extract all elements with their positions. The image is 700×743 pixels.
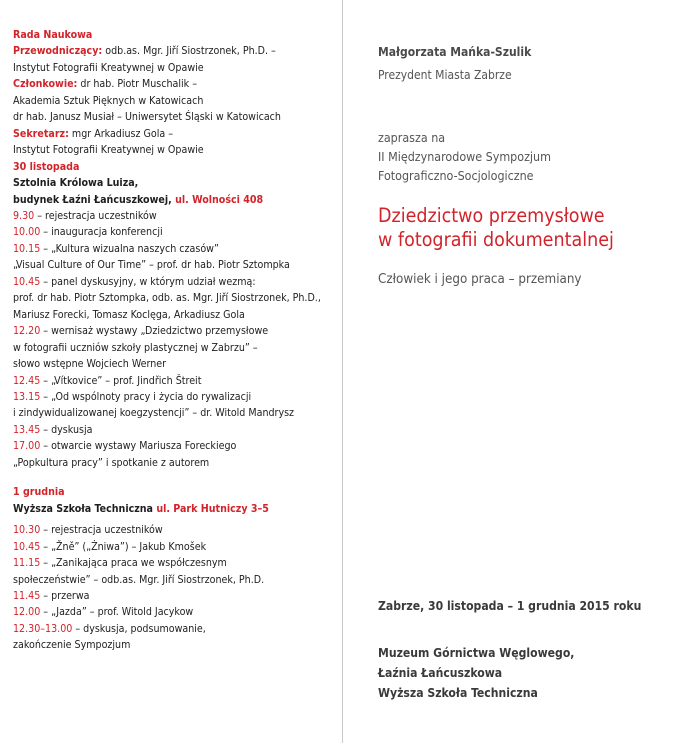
schedule-time: 10.15 [13,242,41,255]
schedule-text: Mariusz Forecki, Tomasz Koclęga, Arkadiusz Gola [13,308,245,321]
invite-line: zaprasza na [378,130,446,145]
schedule-time: 9.30 [13,209,35,222]
schedule-text: „Popkultura pracy” i spotkanie z autorem [13,456,210,469]
symposium-subtitle: Człowiek i jego praca – przemiany [378,272,582,287]
symposium-title [378,204,614,252]
schedule-time: 13.15 [13,390,41,403]
members-label: Członkowie: [13,78,78,91]
schedule-time: 17.00 [13,440,41,453]
schedule-item [13,555,333,571]
day-1-venue-building: budynek Łaźni Łańcuszkowej, [13,193,172,206]
schedule-text: „Visual Culture of Our Time” – prof. dr hab. Piotr Sztompka [13,259,290,272]
schedule-item [13,455,333,471]
schedule-text: społeczeństwie” – odb.as. Mgr. Jiří Siostrzonek, Ph.D. [13,573,265,586]
day-1-schedule [13,208,333,471]
schedule-item [13,340,333,356]
schedule-text: – rejestracja uczestników [34,209,157,222]
schedule-text: słowo wstępne Wojciech Werner [13,358,167,371]
schedule-item [13,389,333,405]
schedule-time: 13.45 [13,423,41,436]
schedule-text: – panel dyskusyjny, w którym udział wezmą: [40,275,256,288]
schedule-text: – „Kultura wizualna naszych czasów” [40,242,219,255]
schedule-text: – dyskusja [40,423,93,436]
day-1-section [13,159,333,472]
schedule-time: 12.45 [13,374,41,387]
schedule-text: – „Zanikająca praca we współczesnym [40,557,227,570]
schedule-item [13,522,333,538]
invite-line: II Międzynarodowe Sympozjum [378,149,551,164]
schedule-item [13,208,333,224]
day-2-schedule [13,522,333,654]
venue-line: Wyższa Szkoła Techniczna [378,686,538,700]
secretary-name: mgr Arkadiusz Gola – [68,127,174,140]
schedule-text: zakończenie Sympozjum [13,639,131,652]
schedule-item [13,307,333,323]
schedule-text: – „Jazda” – prof. Witold Jacykow [40,606,194,619]
member-2: dr hab. Janusz Musiał – Uniwersytet Śląski w Katowicach [13,111,281,124]
schedule-item [13,604,333,620]
schedule-time: 11.45 [13,589,41,602]
schedule-text: – inauguracja konferencji [40,226,163,239]
schedule-time: 10.45 [13,540,41,553]
invitation-text [378,128,551,185]
schedule-item [13,572,333,588]
schedule-text: – przerwa [40,589,90,602]
member-1-name: dr hab. Piotr Muschalik – [77,78,197,91]
venue-line: Łaźnia Łańcuszkowa [378,666,503,680]
program-column [13,27,333,654]
schedule-text: prof. dr hab. Piotr Sztompka, odb. as. Mgr. Jiří Siostrzonek, Ph.D., [13,292,321,305]
schedule-time: 10.45 [13,275,41,288]
council-heading: Rada Naukowa [13,29,93,41]
day-2-section [13,484,333,654]
schedule-text: – „Od wspólnoty pracy i życia do rywalizacji [40,390,252,403]
schedule-item [13,290,333,306]
schedule-item [13,405,333,421]
venue-line: Muzeum Górnictwa Węglowego, [378,646,575,660]
schedule-item [13,621,333,637]
schedule-text: – „Žně” („Żniwa”) – Jakub Kmošek [40,540,207,553]
secretary-label: Sekretarz: [13,127,69,140]
schedule-item [13,356,333,372]
fold-divider [342,0,343,743]
schedule-text: w fotografii uczniów szkoły plastycznej w Zabrzu” – [13,341,258,354]
host-name: Małgorzata Mańka-Szulik [378,45,532,59]
title-line: w fotografii dokumentalnej [378,228,614,251]
schedule-item [13,373,333,389]
schedule-time: 12.20 [13,325,41,338]
schedule-item [13,438,333,454]
title-line: Dziedzictwo przemysłowe [378,204,605,227]
schedule-text: – otwarcie wystawy Mariusza Foreckiego [40,440,237,453]
schedule-text: – „Vítkovice” – prof. Jindřich Štreit [40,374,202,387]
day-2-address: ul. Park Hutniczy 3–5 [153,502,269,515]
day-1-address: ul. Wolności 408 [171,193,264,206]
host-role: Prezydent Miasta Zabrze [378,68,512,82]
schedule-item [13,274,333,290]
chair-name: odb.as. Mgr. Jiří Siostrzonek, Ph.D. – [102,45,276,58]
schedule-item [13,637,333,653]
day-1-venue: Sztolnia Królowa Luiza, [13,177,139,190]
schedule-text: – wernisaż wystawy „Dziedzictwo przemysłowe [40,325,269,338]
schedule-item [13,588,333,604]
schedule-text: – dyskusja, podsumowanie, [72,622,206,635]
chair-institution: Instytut Fotografii Kreatywnej w Opawie [13,61,204,74]
schedule-item [13,241,333,257]
schedule-time: 11.15 [13,557,41,570]
schedule-time: 10.00 [13,226,41,239]
invite-line: Fotograficzno-Socjologiczne [378,168,534,183]
schedule-item [13,422,333,438]
schedule-item [13,539,333,555]
member-1-institution: Akademia Sztuk Pięknych w Katowicach [13,94,204,107]
schedule-time: 12.30–13.00 [13,622,73,635]
schedule-item [13,224,333,240]
schedule-text: i zindywidualizowanej koegzystencji” – dr. Witold Mandrysz [13,407,295,420]
schedule-item [13,257,333,273]
day-2-venue: Wyższa Szkoła Techniczna [13,502,153,515]
schedule-time: 10.30 [13,524,41,537]
chair-label: Przewodniczący: [13,45,103,58]
schedule-item [13,323,333,339]
scientific-council [13,27,333,159]
event-dates: Zabrze, 30 listopada – 1 grudnia 2015 roku [378,599,642,613]
schedule-text: – rejestracja uczestników [40,524,163,537]
event-venues [378,643,574,703]
day-1-date: 30 listopada [13,160,80,173]
secretary-institution: Instytut Fotografii Kreatywnej w Opawie [13,144,204,157]
day-2-date: 1 grudnia [13,486,65,499]
schedule-time: 12.00 [13,606,41,619]
